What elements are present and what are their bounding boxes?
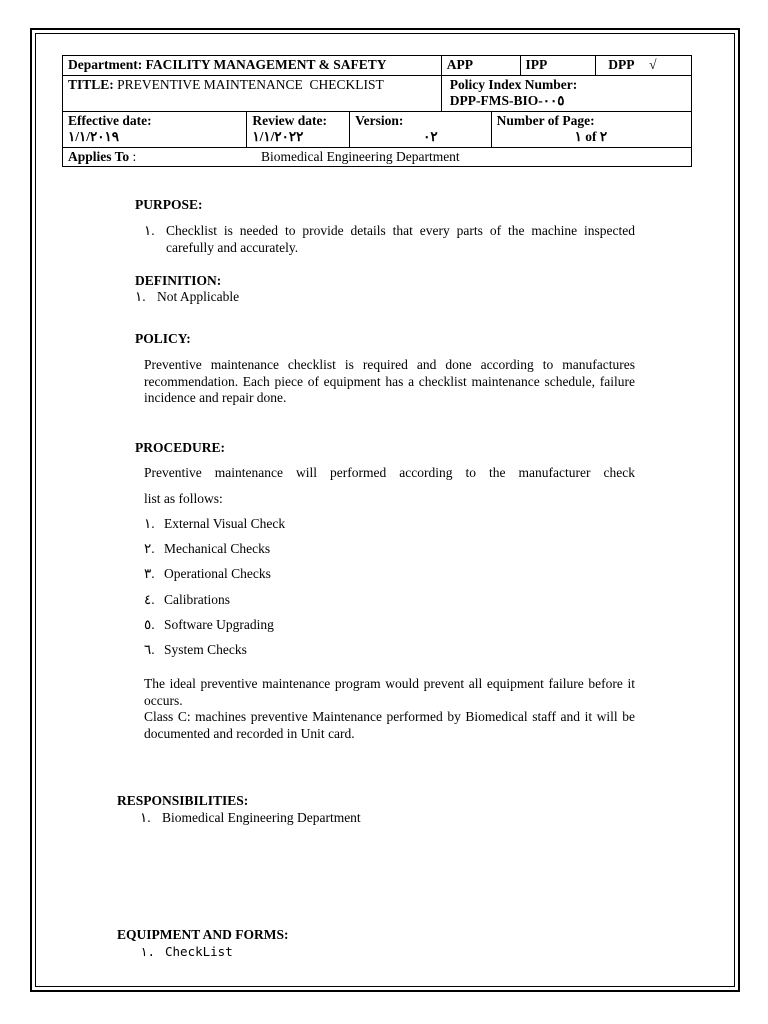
- procedure-paragraph-ideal: The ideal preventive maintenance program would prevent all equipment failure before it occurs.: [144, 676, 635, 708]
- procedure-item-text: Calibrations: [164, 592, 230, 607]
- procedure-item-text: External Visual Check: [164, 516, 286, 531]
- procedure-intro-line-1: Preventive maintenance will performed according to the manufacturer check: [144, 465, 635, 480]
- document-header-table: [62, 55, 692, 167]
- purpose-heading: PURPOSE:: [135, 197, 203, 212]
- page-border-inner: [35, 33, 735, 987]
- header-row-dates: [63, 112, 691, 148]
- dpp-cell: [596, 56, 691, 75]
- effective-date-label: Effective date:: [68, 113, 152, 128]
- equipment-forms-item-text: CheckList: [165, 944, 233, 959]
- applies-to-label: Applies To: [68, 149, 130, 164]
- review-date-label: Review date:: [252, 113, 328, 128]
- title-label: TITLE:: [68, 77, 114, 92]
- version-cell: [350, 112, 492, 147]
- version-value: ٠٢: [423, 129, 438, 144]
- procedure-item: [144, 642, 247, 659]
- applies-to-colon: :: [129, 149, 137, 164]
- definition-item-number: ١.: [135, 289, 146, 304]
- procedure-item-number: ٤.: [144, 592, 155, 607]
- procedure-item: [144, 541, 270, 558]
- title-cell: [63, 76, 442, 111]
- header-row-applies: [63, 148, 691, 166]
- dpp-label: DPP: [608, 57, 634, 72]
- procedure-item-text: Mechanical Checks: [164, 541, 271, 556]
- policy-index-cell: [442, 76, 691, 111]
- procedure-item-text: Software Upgrading: [164, 617, 274, 632]
- number-of-page-cell: [492, 112, 691, 147]
- policy-index-value: DPP-FMS-BIO-٠٠٥: [449, 93, 565, 108]
- procedure-item: [144, 617, 274, 634]
- title-value: PREVENTIVE MAINTENANCE CHECKLIST: [117, 77, 384, 92]
- review-date-value: ١/١/٢٠٢٢: [252, 129, 304, 144]
- equipment-forms-item-number: ١.: [140, 944, 156, 959]
- header-row-title: [63, 76, 691, 112]
- policy-text: Preventive maintenance checklist is required and done according to manufactures recommendation. Each piece of equipment has a checklist maintenance schedule, failure incidence and repair done.: [144, 357, 635, 405]
- ipp-cell: IPP: [521, 56, 597, 75]
- dpp-check-mark: √: [649, 57, 657, 72]
- procedure-item-number: ٢.: [144, 541, 155, 556]
- effective-date-value: ١/١/٢٠١٩: [68, 129, 120, 144]
- definition-heading: DEFINITION:: [135, 273, 222, 288]
- version-label: Version:: [355, 113, 404, 128]
- procedure-item-number: ٦.: [144, 642, 155, 657]
- header-row-department: [63, 56, 691, 76]
- procedure-item-number: ٣.: [144, 566, 155, 581]
- procedure-intro-line-2: list as follows:: [144, 491, 223, 506]
- applies-to-value: Biomedical Engineering Department: [261, 149, 460, 164]
- number-of-page-label: Number of Page:: [496, 113, 595, 128]
- department-cell: [63, 56, 442, 75]
- procedure-item: [144, 592, 230, 609]
- policy-heading: POLICY:: [135, 331, 191, 346]
- responsibilities-heading: RESPONSIBILITIES:: [117, 793, 249, 808]
- responsibilities-item: [140, 810, 361, 827]
- number-of-page-value: ١ of ٢: [574, 129, 608, 144]
- purpose-item-number: ١.: [144, 223, 155, 238]
- purpose-item-text: Checklist is needed to provide details that every parts of the machine inspected carefully and accurately.: [166, 223, 635, 255]
- equipment-forms-item: [140, 944, 233, 961]
- procedure-paragraph-class-c: Class C: machines preventive Maintenance performed by Biomedical staff and it will be documented and recorded in Unit card.: [144, 709, 635, 741]
- policy-index-label: Policy Index Number:: [449, 77, 578, 92]
- purpose-item: [144, 223, 635, 256]
- procedure-item: [144, 516, 285, 533]
- department-label: Department:: [68, 57, 143, 72]
- app-cell: APP: [442, 56, 521, 75]
- procedure-item-number: ١.: [144, 516, 155, 531]
- procedure-heading: PROCEDURE:: [135, 440, 225, 455]
- definition-item-text: Not Applicable: [157, 289, 240, 304]
- definition-item: [135, 289, 239, 306]
- effective-date-cell: [63, 112, 247, 147]
- review-date-cell: [247, 112, 350, 147]
- procedure-item-number: ٥.: [144, 617, 155, 632]
- responsibilities-item-number: ١.: [140, 810, 151, 825]
- applies-to-cell: [63, 148, 691, 166]
- procedure-item: [144, 566, 271, 583]
- equipment-forms-heading: EQUIPMENT AND FORMS:: [117, 927, 289, 942]
- procedure-item-text: System Checks: [164, 642, 247, 657]
- responsibilities-item-text: Biomedical Engineering Department: [162, 810, 361, 825]
- department-value: FACILITY MANAGEMENT & SAFETY: [145, 57, 387, 72]
- procedure-item-text: Operational Checks: [164, 566, 271, 581]
